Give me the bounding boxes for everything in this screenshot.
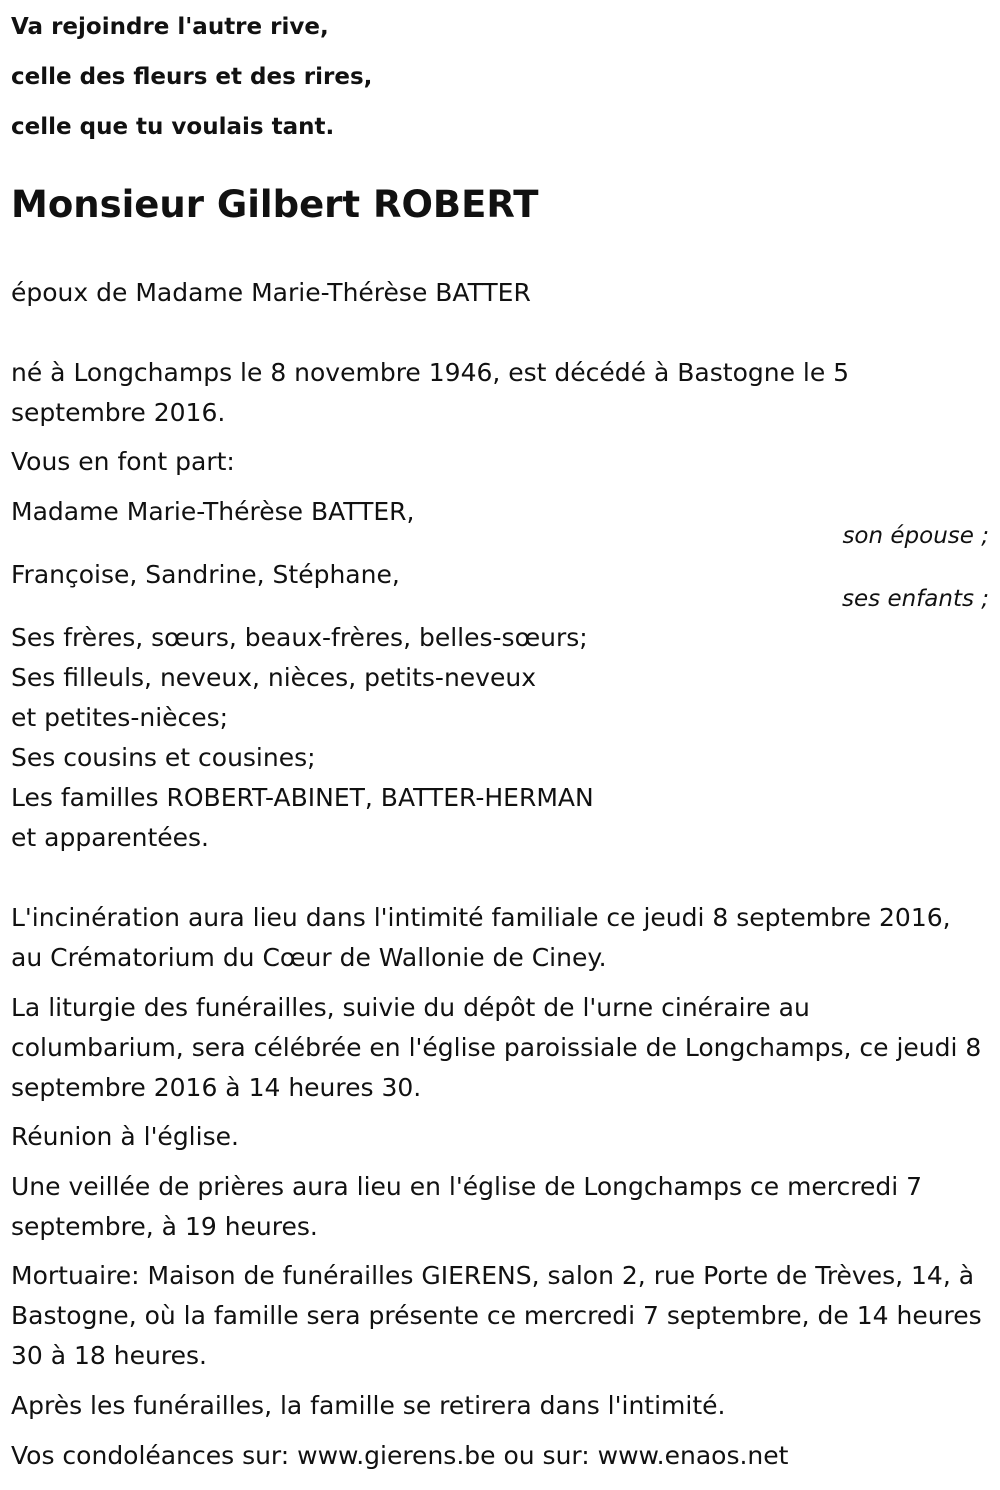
family-spouse-name: Madame Marie-Thérèse BATTER,	[11, 497, 415, 526]
mortuary-paragraph: Mortuaire: Maison de funérailles GIERENS, salon 2, rue Porte de Trèves, 14, à Bastogne, où la famille sera présente ce mercredi 7 septembre, de 14 heures 30 à 18 heures.	[11, 1261, 982, 1370]
after-funeral-paragraph: Après les funérailles, la famille se retirera dans l'intimité.	[11, 1391, 726, 1420]
family-others-line: Ses cousins et cousines;	[11, 743, 316, 772]
family-others-line: et apparentées.	[11, 823, 209, 852]
condolences-paragraph: Vos condoléances sur: www.gierens.be ou sur: www.enaos.net	[11, 1441, 789, 1470]
family-children-role: ses enfants ;	[842, 586, 989, 612]
birth-death-line: né à Longchamps le 8 novembre 1946, est décédé à Bastogne le 5 septembre 2016.	[11, 358, 850, 427]
family-children-names: Françoise, Sandrine, Stéphane,	[11, 560, 400, 589]
meeting-paragraph: Réunion à l'église.	[11, 1122, 239, 1151]
deceased-name: Monsieur Gilbert ROBERT	[11, 183, 539, 226]
poem	[11, 2, 372, 152]
poem-line: celle que tu voulais tant.	[11, 114, 335, 140]
announce-intro: Vous en font part:	[11, 447, 235, 476]
incineration-paragraph: L'incinération aura lieu dans l'intimité familiale ce jeudi 8 septembre 2016, au Crématorium du Cœur de Wallonie de Ciney.	[11, 903, 951, 972]
family-others-line: Ses frères, sœurs, beaux-frères, belles-sœurs;	[11, 623, 588, 652]
family-others-line: Ses filleuls, neveux, nièces, petits-neveux	[11, 663, 536, 692]
vigil-paragraph: Une veillée de prières aura lieu en l'église de Longchamps ce mercredi 7 septembre, à 19 heures.	[11, 1172, 923, 1241]
family-spouse-role: son épouse ;	[842, 523, 989, 549]
poem-line: Va rejoindre l'autre rive,	[11, 14, 329, 40]
family-others-line: et petites-nièces;	[11, 703, 229, 732]
poem-line: celle des fleurs et des rires,	[11, 64, 373, 90]
spouse-line: époux de Madame Marie-Thérèse BATTER	[11, 278, 531, 307]
family-others-line: Les familles ROBERT-ABINET, BATTER-HERMAN	[11, 783, 594, 812]
liturgy-paragraph: La liturgie des funérailles, suivie du dépôt de l'urne cinéraire au columbarium, sera célébrée en l'église paroissiale de Longchamps, ce jeudi 8 septembre 2016 à 14 heures 30.	[11, 993, 982, 1102]
